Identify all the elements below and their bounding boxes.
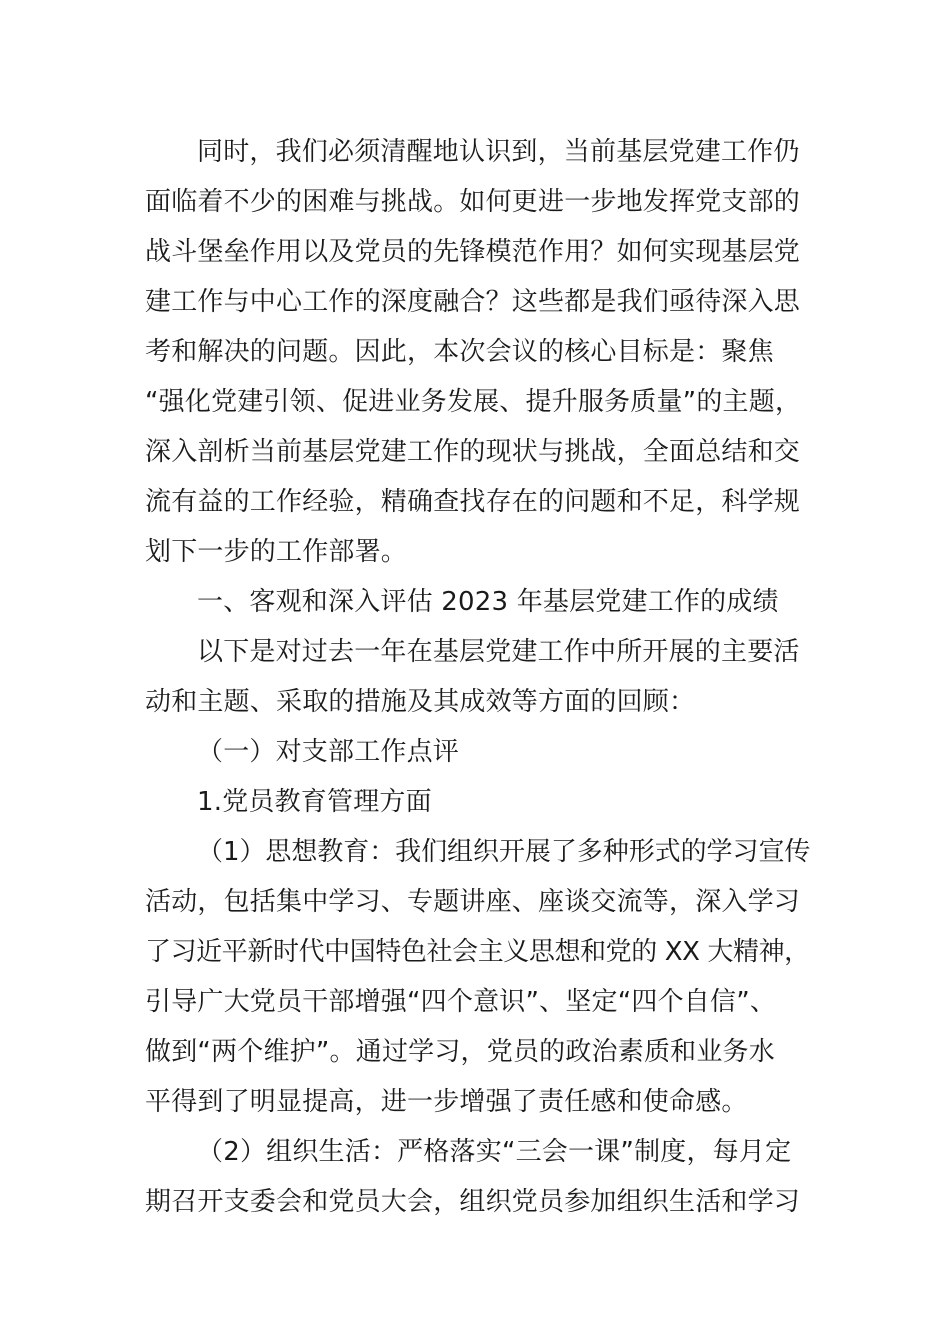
text-line: 活动，包括集中学习、专题讲座、座谈交流等，深入学习	[145, 887, 801, 917]
text-line: （一）对支部工作点评	[197, 737, 460, 767]
text-line: 引导广大党员干部增强“四个意识”、坚定“四个自信”、	[145, 987, 777, 1017]
text-line: 建工作与中心工作的深度融合？这些都是我们亟待深入思	[145, 287, 801, 317]
text-line: 做到“两个维护”。通过学习，党员的政治素质和业务水	[145, 1037, 775, 1067]
text-line: 1.党员教育管理方面	[197, 787, 432, 817]
text-line: 平得到了明显提高，进一步增强了责任感和使命感。	[145, 1087, 748, 1117]
text-line: 面临着不少的困难与挑战。如何更进一步地发挥党支部的	[145, 187, 801, 217]
text-line: 一、客观和深入评估 2023 年基层党建工作的成绩	[197, 587, 779, 617]
text-line: （2）组织生活：严格落实“三会一课”制度，每月定	[197, 1137, 792, 1167]
text-line: 考和解决的问题。因此，本次会议的核心目标是：聚焦	[145, 337, 774, 367]
text-line: 划下一步的工作部署。	[145, 537, 408, 567]
document-body	[145, 127, 810, 1227]
text-line: 深入剖析当前基层党建工作的现状与挑战，全面总结和交	[145, 437, 801, 467]
text-line: 同时，我们必须清醒地认识到，当前基层党建工作仍	[197, 137, 800, 167]
text-line: 了习近平新时代中国特色社会主义思想和党的 XX 大精神，	[145, 937, 810, 967]
text-line: 以下是对过去一年在基层党建工作中所开展的主要活	[197, 637, 800, 667]
text-line: （1）思想教育：我们组织开展了多种形式的学习宣传	[197, 837, 811, 867]
text-line: 战斗堡垒作用以及党员的先锋模范作用？如何实现基层党	[145, 237, 801, 267]
text-line: 流有益的工作经验，精确查找存在的问题和不足，科学规	[145, 487, 801, 517]
text-line: “强化党建引领、促进业务发展、提升服务质量”的主题，	[145, 387, 802, 417]
text-line: 动和主题、采取的措施及其成效等方面的回顾：	[145, 687, 696, 717]
text-line: 期召开支委会和党员大会，组织党员参加组织生活和学习	[145, 1187, 801, 1217]
